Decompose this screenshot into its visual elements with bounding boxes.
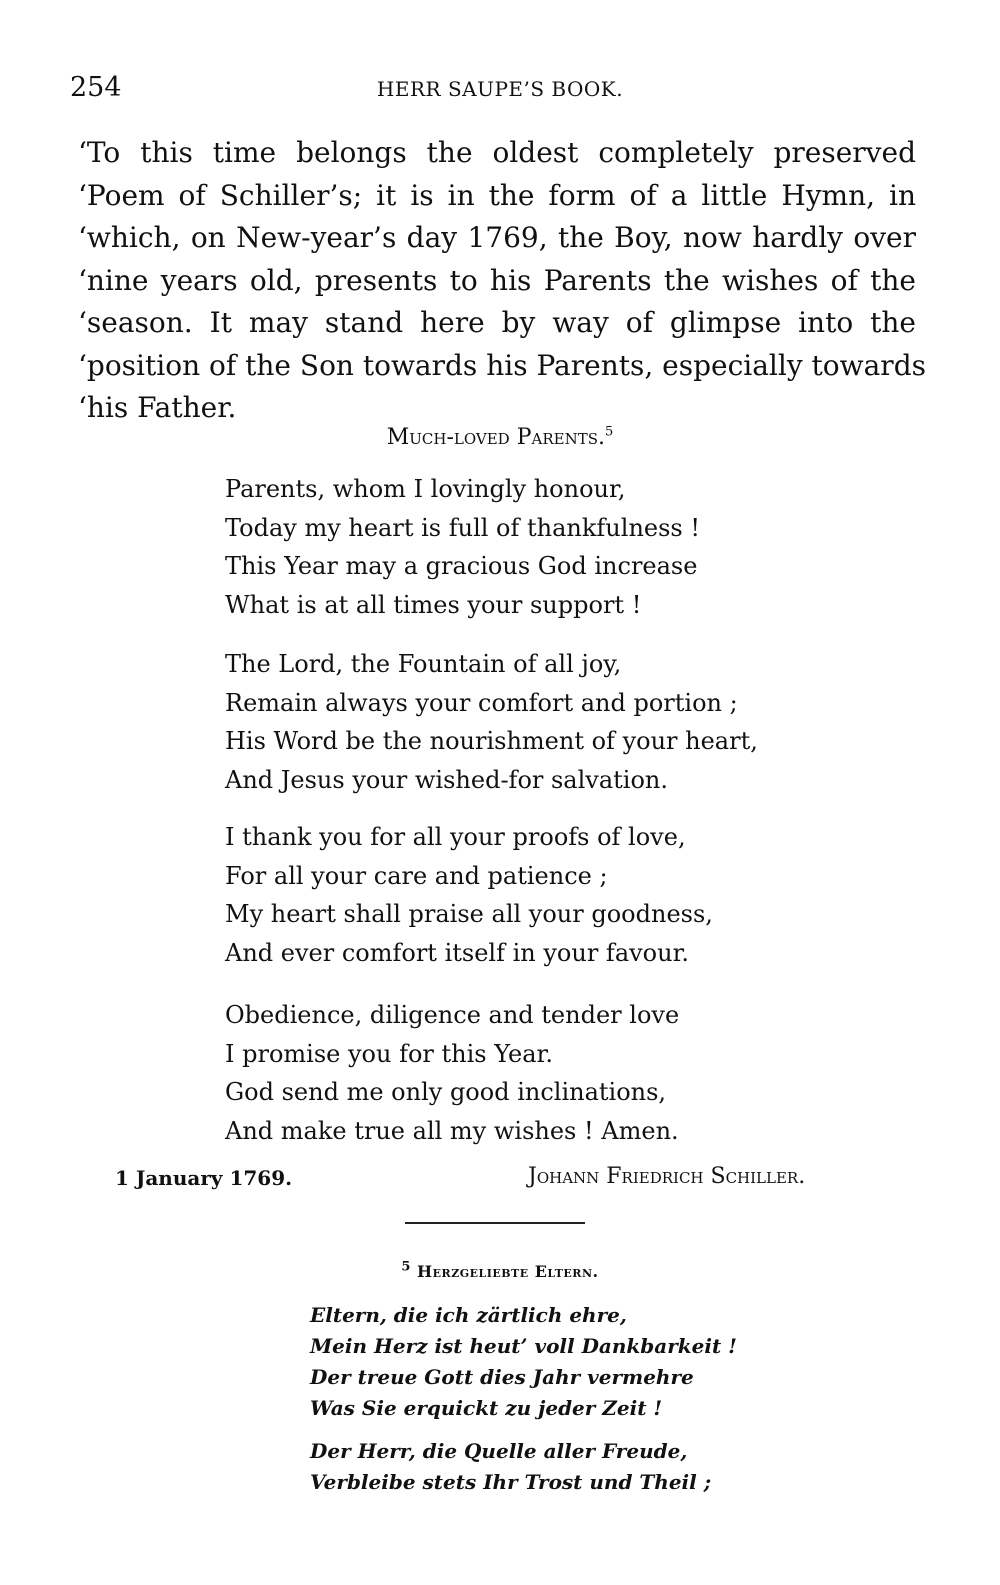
poem-line: And make true all my wishes ! Amen. bbox=[225, 1116, 679, 1145]
footnote-line: Verbleibe stets Ihr Trost und Theil ; bbox=[310, 1470, 712, 1494]
poem-line: The Lord, the Fountain of all joy, bbox=[225, 650, 622, 678]
prose-line: ‘position of the Son towards his Parents, especially towards bbox=[78, 348, 926, 382]
prose-line: ‘his Father. bbox=[78, 391, 237, 424]
prose-line: ‘To this time belongs the oldest completely preserved bbox=[78, 136, 916, 169]
prose-line: ‘Poem of Schiller’s; it is in the form of a little Hymn, in bbox=[78, 178, 916, 212]
footnote-title bbox=[0, 1259, 1000, 1281]
footnote-divider bbox=[405, 1222, 585, 1224]
footnote-line: Mein Herz ist heut’ voll Dankbarkeit ! bbox=[310, 1334, 737, 1358]
poem-line: I thank you for all your proofs of love, bbox=[225, 823, 686, 851]
poem-line: This Year may a gracious God increase bbox=[225, 552, 698, 580]
poem-title-text: Much-loved Parents. bbox=[386, 425, 605, 450]
poem-line: Parents, whom I lovingly honour, bbox=[225, 475, 626, 503]
poem-signature: Johann Friedrich Schiller. bbox=[528, 1164, 806, 1189]
footnote-line: Der Herr, die Quelle aller Freude, bbox=[310, 1439, 688, 1463]
prose-line: ‘season. It may stand here by way of glimpse into the bbox=[78, 306, 916, 339]
poem-line: Today my heart is full of thankfulness ! bbox=[225, 513, 701, 542]
poem-line: For all your care and patience ; bbox=[225, 861, 608, 890]
poem-stanza-1 bbox=[225, 470, 700, 624]
poem-title bbox=[0, 425, 1000, 450]
poem-line: I promise you for this Year. bbox=[225, 1039, 553, 1068]
poem-stanza-3 bbox=[225, 818, 713, 972]
poem-date: 1 January 1769. bbox=[115, 1166, 293, 1190]
poem-line: And ever comfort itself in your favour. bbox=[225, 938, 690, 967]
prose-line: ‘which, on New-year’s day 1769, the Boy, now hardly over bbox=[78, 221, 916, 254]
footnote-marker: 5 bbox=[401, 1259, 411, 1275]
poem-line: Obedience, diligence and tender love bbox=[225, 1001, 680, 1029]
footnote-stanza-1 bbox=[310, 1300, 737, 1424]
footnote-title-text: Herzgeliebte Eltern. bbox=[417, 1262, 599, 1281]
poem-line: What is at all times your support ! bbox=[225, 590, 642, 619]
footnote-line: Der treue Gott dies Jahr vermehre bbox=[310, 1365, 694, 1389]
page-number: 254 bbox=[70, 72, 122, 103]
poem-line: My heart shall praise all your goodness, bbox=[225, 900, 713, 928]
footnote-line: Was Sie erquickt zu jeder Zeit ! bbox=[310, 1396, 663, 1420]
footnote-line: Eltern, die ich zärtlich ehre, bbox=[310, 1303, 627, 1327]
poem-line: Remain always your comfort and portion ; bbox=[225, 688, 738, 717]
footnote-ref: 5 bbox=[604, 424, 614, 440]
prose-line: ‘nine years old, presents to his Parents the wishes of the bbox=[78, 263, 916, 297]
poem-stanza-2 bbox=[225, 645, 758, 799]
running-head: HERR SAUPE’S BOOK. bbox=[376, 77, 624, 101]
intro-paragraph bbox=[78, 132, 926, 430]
poem-line: His Word be the nourishment of your heart, bbox=[225, 727, 758, 755]
poem-stanza-4 bbox=[225, 996, 679, 1150]
footnote-stanza-2 bbox=[310, 1436, 711, 1498]
poem-line: And Jesus your wished-for salvation. bbox=[225, 765, 669, 794]
poem-line: God send me only good inclinations, bbox=[225, 1078, 667, 1106]
